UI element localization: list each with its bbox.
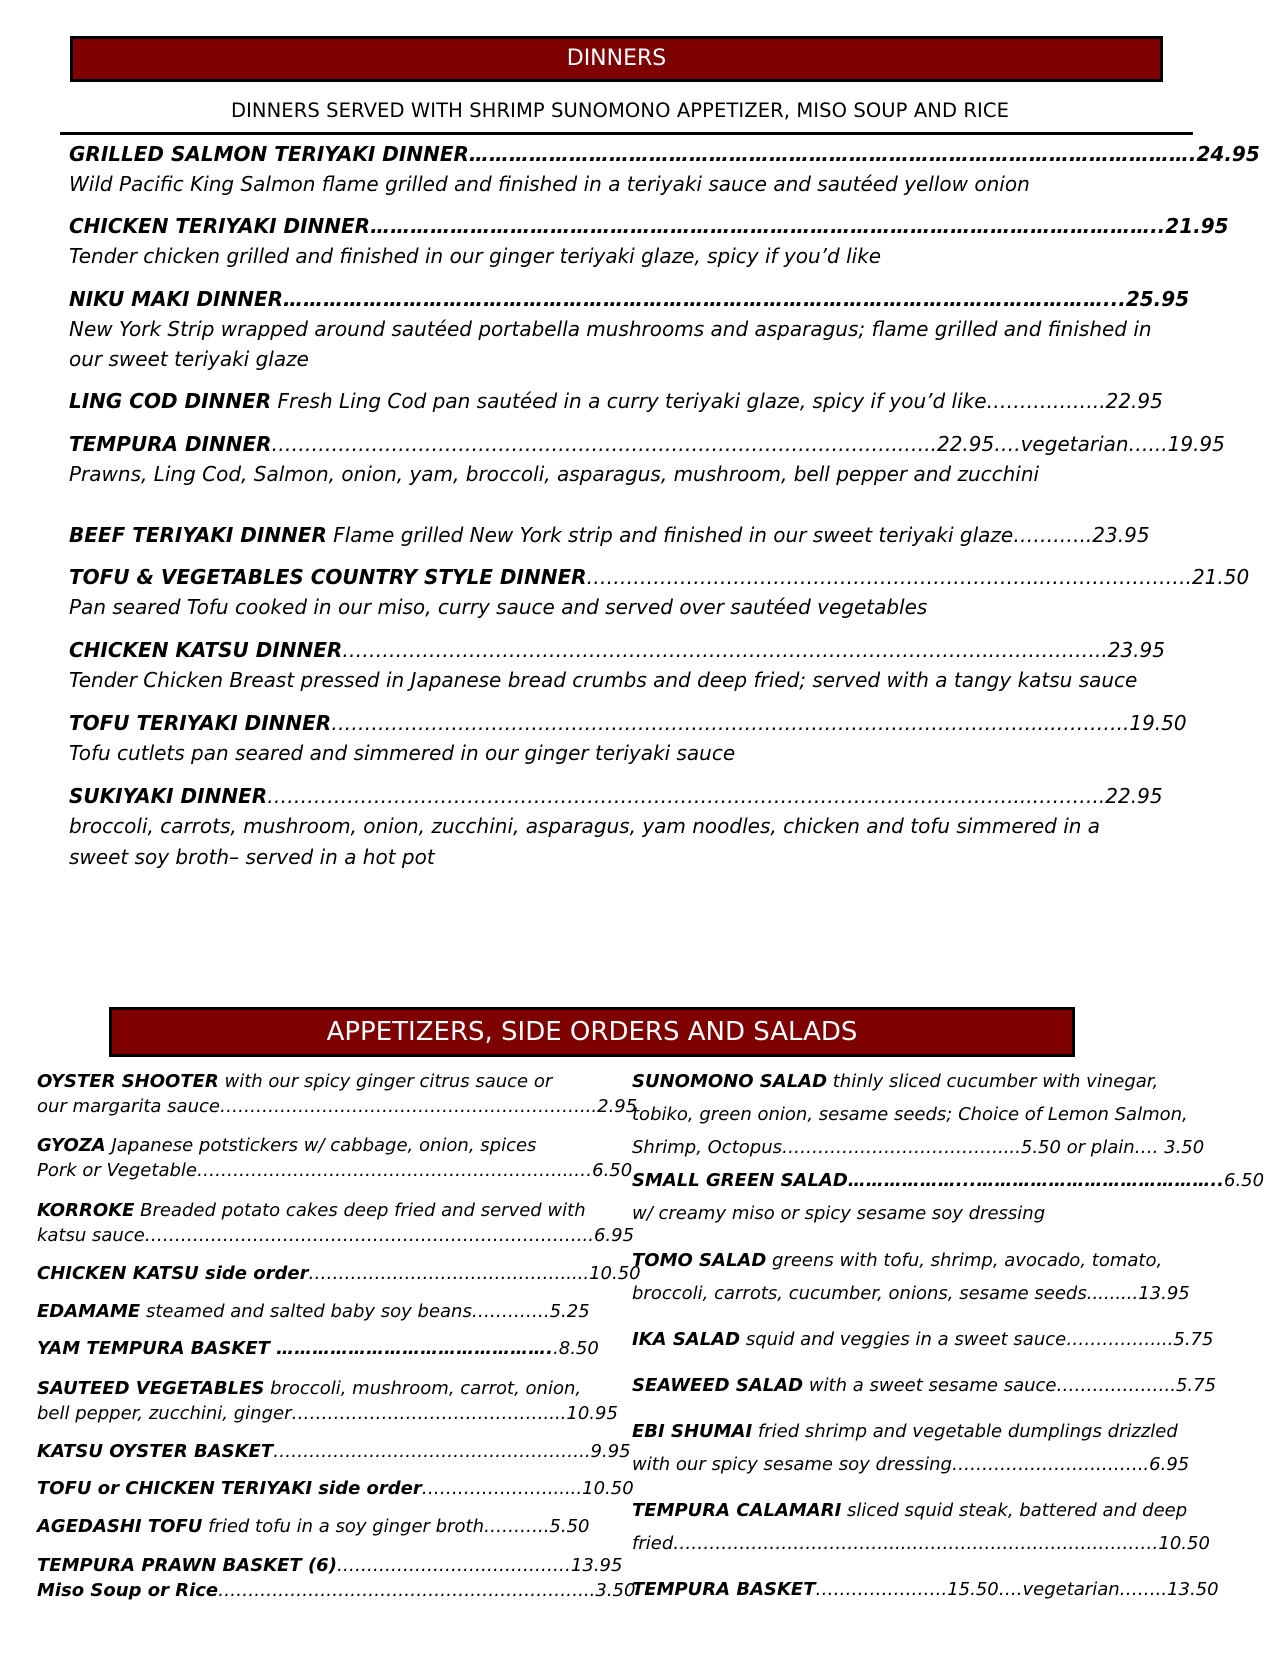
menu-item-desc: Tender Chicken Breast pressed in Japanese bread crumbs and deep fried; served with a tangy katsu sauce <box>69 668 1138 692</box>
menu-item-line: KATSU OYSTER BASKET……………………………………………..9.95 <box>37 1441 631 1462</box>
menu-item-line: SMALL GREEN SALAD………………...…………………………………..6.50 <box>632 1170 1265 1191</box>
menu-item-line: OYSTER SHOOTER with our spicy ginger citrus sauce or <box>37 1071 553 1092</box>
menu-item-line: Miso Soup or Rice……………………………………………………...3.50 <box>37 1580 636 1601</box>
menu-item-line: LING COD DINNER Fresh Ling Cod pan sautéed in a curry teriyaki glaze, spicy if you’d like……….……..22.95 <box>69 389 1163 413</box>
appetizers-banner <box>109 1007 1075 1057</box>
menu-item-line: BEEF TERIYAKI DINNER Flame grilled New York strip and finished in our sweet teriyaki glaze…….…..23.95 <box>69 523 1150 547</box>
menu-item-line: SUNOMONO SALAD thinly sliced cucumber with vinegar, <box>632 1071 1159 1092</box>
menu-item-line: bell pepper, zucchini, ginger……………………………………....10.95 <box>37 1403 618 1424</box>
divider <box>60 132 1193 135</box>
menu-item-line: Shrimp, Octopus………………………………....5.50 or plain…. 3.50 <box>632 1137 1205 1158</box>
appetizers-title: APPETIZERS, SIDE ORDERS AND SALADS <box>326 1017 858 1047</box>
menu-item-line: TEMPURA BASKET………………….15.50….vegetarian……..13.50 <box>632 1579 1219 1600</box>
menu-item-line: TEMPURA PRAWN BASKET (6)…………………………………13.95 <box>37 1555 623 1576</box>
menu-item-desc: Tofu cutlets pan seared and simmered in our ginger teriyaki sauce <box>69 741 736 765</box>
menu-item-line: TOFU or CHICKEN TERIYAKI side order…………………......10.50 <box>37 1478 634 1499</box>
menu-item-line: with our spicy sesame soy dressing…………………….……..6.95 <box>632 1454 1190 1475</box>
menu-item-line: IKA SALAD squid and veggies in a sweet sauce……………...5.75 <box>632 1329 1214 1350</box>
menu-item-desc: our sweet teriyaki glaze <box>69 347 309 371</box>
menu-item-line: CHICKEN KATSU DINNER……………………………………………………………………………………..……………..23.95 <box>69 638 1165 662</box>
menu-item-line: AGEDASHI TOFU fried tofu in a soy ginger broth………..5.50 <box>37 1516 590 1537</box>
menu-item-line: EBI SHUMAI fried shrimp and vegetable dumplings drizzled <box>632 1421 1178 1442</box>
dinners-subtitle: DINNERS SERVED WITH SHRIMP SUNOMONO APPETIZER, MISO SOUP AND RICE <box>230 99 1010 122</box>
menu-item-line: EDAMAME steamed and salted baby soy beans………….5.25 <box>37 1301 590 1322</box>
menu-item-line: katsu sauce………………………………………………………………...6.95 <box>37 1225 635 1246</box>
menu-item-line: our margarita sauce……………………………………………………...2.95 <box>37 1096 638 1117</box>
dinners-title: DINNERS <box>566 46 667 71</box>
dinners-banner <box>70 36 1163 82</box>
menu-item-desc: Tender chicken grilled and finished in our ginger teriyaki glaze, spicy if you’d like <box>69 244 882 268</box>
menu-item-line: CHICKEN KATSU side order…………………………………….....10.50 <box>37 1263 641 1284</box>
menu-item-desc: sweet soy broth– served in a hot pot <box>69 845 435 869</box>
menu-item-line: TEMPURA DINNER…………………………………………………………………………………..…..22.95….vegetarian…...19.95 <box>69 432 1225 456</box>
menu-item-line: TOMO SALAD greens with tofu, shrimp, avocado, tomato, <box>632 1250 1163 1271</box>
menu-item-line: SUKIYAKI DINNER…………………………………………………………………………………………………....………..22.95 <box>69 784 1163 808</box>
menu-item-line: TOFU & VEGETABLES COUNTRY STYLE DINNER…………………………………………………………...………………….21.50 <box>69 565 1250 589</box>
menu-item-desc: broccoli, carrots, mushroom, onion, zucchini, asparagus, yam noodles, chicken and tofu simmered in a <box>69 814 1101 838</box>
menu-item-desc: New York Strip wrapped around sautéed portabella mushrooms and asparagus; flame grilled and finished in <box>69 317 1152 341</box>
menu-item-line: CHICKEN TERIYAKI DINNER………………………………………………………………………………………………………..21.95 <box>69 214 1229 238</box>
menu-item-line: fried………………………………...……………………………………10.50 <box>632 1533 1210 1554</box>
menu-item-line: GYOZA Japanese potstickers w/ cabbage, onion, spices <box>37 1135 537 1156</box>
menu-item-line: broccoli, carrots, cucumber, onions, sesame seeds.........13.95 <box>632 1283 1190 1304</box>
menu-item-line: NIKU MAKI DINNER……………………………………………………………………………………………………………...25.95 <box>69 287 1190 311</box>
menu-item-line: GRILLED SALMON TERIYAKI DINNER……………………………………………………………………………………………….24.95 <box>69 142 1260 166</box>
menu-item-line: SEAWEED SALAD with a sweet sesame sauce………………..5.75 <box>632 1375 1217 1396</box>
menu-item-line: KORROKE Breaded potato cakes deep fried and served with <box>37 1200 586 1221</box>
menu-item-line: YAM TEMPURA BASKET ………………………………………..8.50 <box>37 1338 599 1359</box>
menu-item-line: w/ creamy miso or spicy sesame soy dressing <box>632 1203 1046 1224</box>
menu-item-line: SAUTEED VEGETABLES broccoli, mushroom, carrot, onion, <box>37 1378 582 1399</box>
menu-item-desc: Wild Pacific King Salmon flame grilled and finished in a teriyaki sauce and sautéed yellow onion <box>69 172 1030 196</box>
menu-item-line: TEMPURA CALAMARI sliced squid steak, battered and deep <box>632 1500 1188 1521</box>
menu-item-desc: Pan seared Tofu cooked in our miso, curry sauce and served over sautéed vegetables <box>69 595 928 619</box>
menu-item-line: tobiko, green onion, sesame seeds; Choice of Lemon Salmon, <box>632 1104 1188 1125</box>
menu-item-desc: Prawns, Ling Cod, Salmon, onion, yam, broccoli, asparagus, mushroom, bell pepper and zucchini <box>69 462 1040 486</box>
menu-item-line: Pork or Vegetable……………………………………………………...…6.50 <box>37 1160 633 1181</box>
menu-item-line: TOFU TERIYAKI DINNER……………………………………………………………………………………………....………..19.50 <box>69 711 1187 735</box>
